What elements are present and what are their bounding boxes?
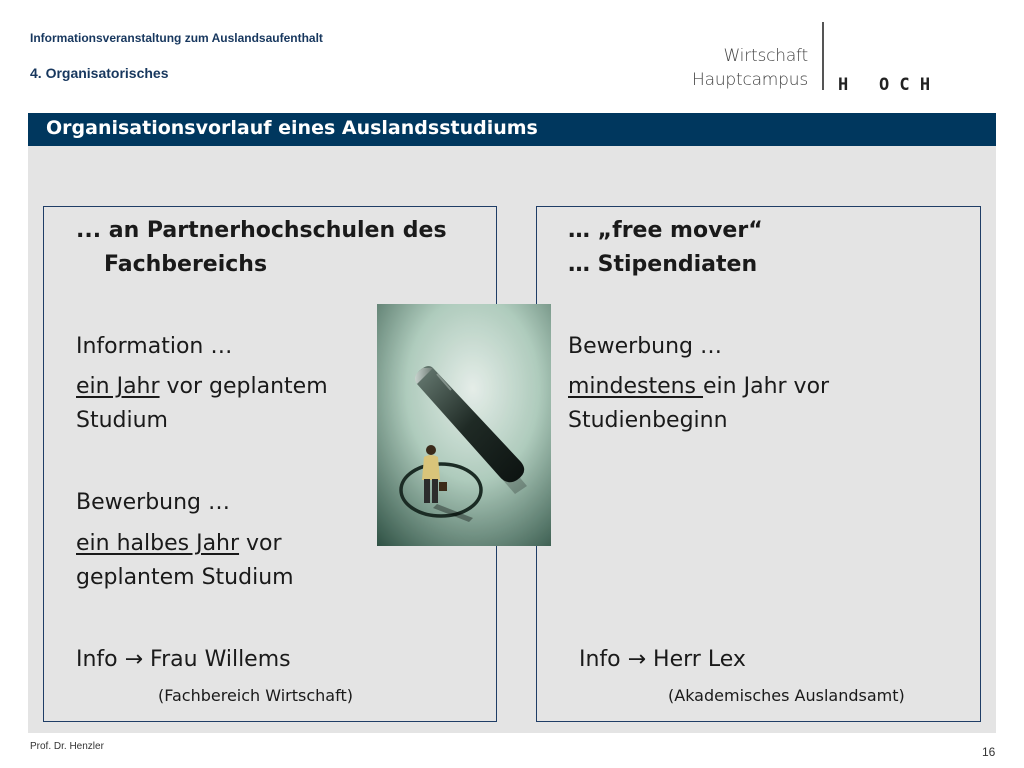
slide-title: Organisationsvorlauf eines Auslandsstudiums [46,117,538,139]
left-info-when-rest: vor geplantem [159,374,328,399]
right-bew-when-rest: ein Jahr vor [703,374,830,399]
photo-illustration [377,304,551,546]
left-bew-when-rest: vor [239,531,282,556]
right-bew-when [568,370,829,404]
left-bew-label: Bewerbung … [76,490,231,515]
left-bew-when-underlined: ein halbes Jahr [76,531,240,556]
right-heading-line2: … Stipendiaten [568,252,758,277]
right-contact: Info → Herr Lex [579,647,746,672]
right-bew-label: Bewerbung … [568,334,723,359]
left-info-when-underlined: ein Jahr [76,374,160,399]
slide-title-bar [28,113,996,146]
right-contact-sub: (Akademisches Auslandsamt) [668,686,905,705]
logo-divider [822,22,824,90]
footer-author: Prof. Dr. Henzler [30,741,104,752]
businessman-on-pen-photo [377,304,551,546]
right-bew-when-underlined: mindestens [568,374,704,399]
left-heading-line2: Fachbereichs [104,252,268,277]
left-contact-sub: (Fachbereich Wirtschaft) [158,686,353,705]
right-heading-line1: … „free mover“ [568,218,763,243]
header-section: 4. Organisatorisches [30,65,169,81]
left-info-when-line2: Studium [76,408,168,433]
left-bew-when-line2: geplantem Studium [76,565,294,590]
logo-line-hauptcampus: Hauptcampus [692,70,808,90]
left-heading-line1: ... an Partnerhochschulen des [76,218,447,243]
left-bew-when [76,527,282,561]
right-bew-when-line2: Studienbeginn [568,408,728,433]
left-info-label: Information … [76,334,233,359]
header-subtitle: Informationsveranstaltung zum Auslandsaufenthalt [30,31,323,45]
logo-line-wirtschaft: Wirtschaft [723,46,808,66]
left-contact: Info → Frau Willems [76,647,291,672]
logo-department [690,44,808,92]
logo-word-row-1: H O C H [838,75,931,95]
page-number: 16 [982,745,996,759]
left-info-when [76,370,328,404]
